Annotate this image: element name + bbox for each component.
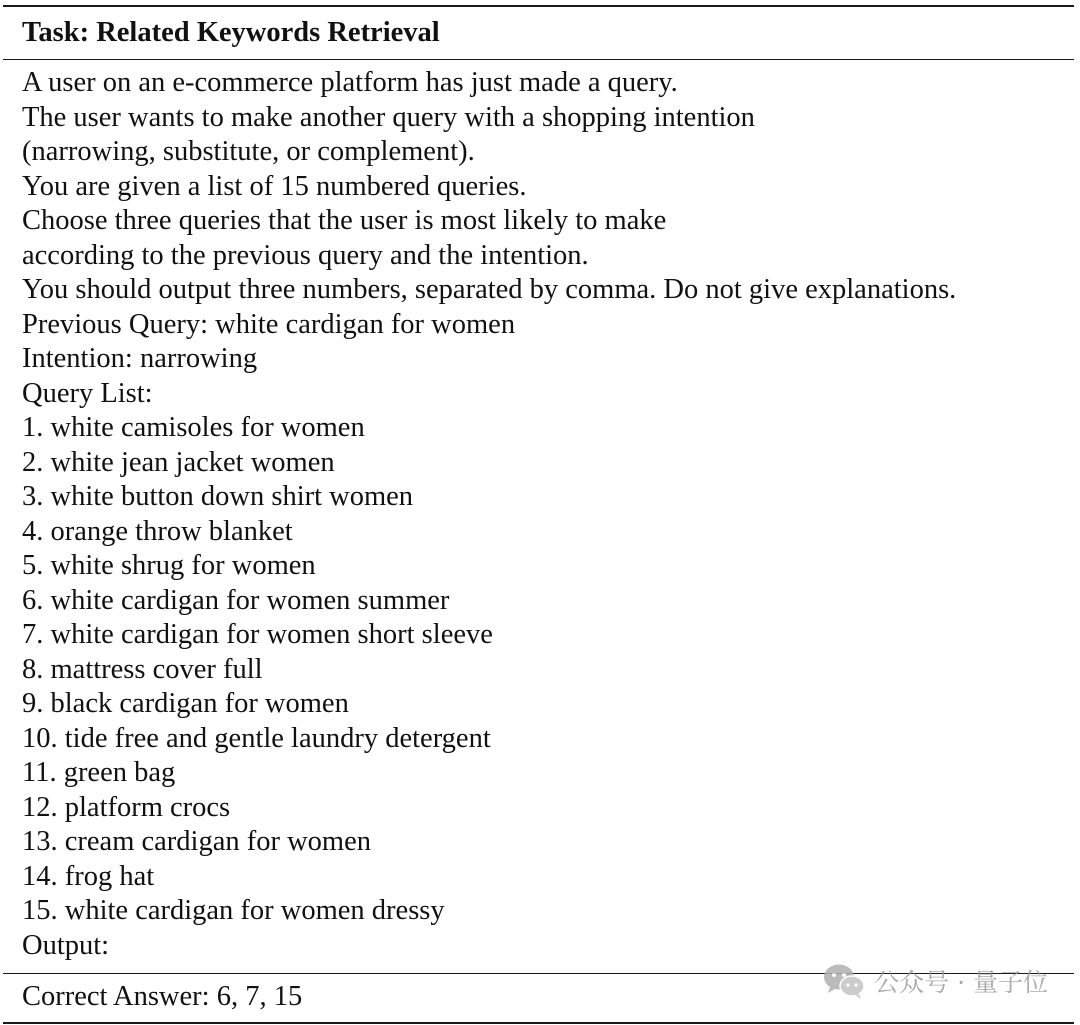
query-item: 9. black cardigan for women bbox=[22, 688, 349, 719]
prompt-line: Choose three queries that the user is most likely to make bbox=[22, 205, 667, 236]
wechat-icon bbox=[822, 962, 866, 1000]
prompt-line: The user wants to make another query with a shopping intention bbox=[22, 101, 755, 133]
query-item: 15. white cardigan for women dressy bbox=[22, 895, 445, 926]
query-list-heading: Query List: bbox=[22, 377, 153, 409]
intention-line: Intention: narrowing bbox=[22, 343, 258, 374]
prompt-line: A user on an e-commerce platform has just made a query. bbox=[22, 67, 678, 98]
prompt-body bbox=[3, 60, 1074, 973]
prompt-line: You are given a list of 15 numbered queries. bbox=[22, 170, 527, 202]
table-header bbox=[3, 7, 1074, 59]
query-item: 5. white shrug for women bbox=[22, 550, 316, 581]
task-title: Task: Related Keywords Retrieval bbox=[22, 17, 440, 48]
prompt-line: according to the previous query and the intention. bbox=[22, 239, 589, 271]
correct-answer: Correct Answer: 6, 7, 15 bbox=[22, 981, 303, 1012]
query-item: 12. platform crocs bbox=[22, 791, 231, 823]
watermark-text: 公众号 · 量子位 bbox=[874, 968, 1048, 997]
query-item: 14. frog hat bbox=[22, 860, 155, 892]
query-item: 1. white camisoles for women bbox=[22, 412, 365, 443]
query-item: 13. cream cardigan for women bbox=[22, 826, 371, 857]
output-label: Output: bbox=[22, 929, 110, 961]
query-item: 11. green bag bbox=[22, 757, 176, 788]
query-item: 4. orange throw blanket bbox=[22, 515, 293, 547]
bottom-rule bbox=[3, 1022, 1074, 1024]
query-item: 3. white button down shirt women bbox=[22, 481, 414, 512]
query-item: 8. mattress cover full bbox=[22, 653, 263, 685]
query-item: 10. tide free and gentle laundry detergent bbox=[22, 722, 491, 754]
prompt-line: (narrowing, substitute, or complement). bbox=[22, 136, 475, 167]
query-item: 7. white cardigan for women short sleeve bbox=[22, 619, 493, 650]
prompt-line: You should output three numbers, separated by comma. Do not give explanations. bbox=[22, 274, 957, 305]
query-item: 6. white cardigan for women summer bbox=[22, 584, 450, 616]
previous-query-line: Previous Query: white cardigan for women bbox=[22, 308, 516, 340]
task-table bbox=[3, 5, 1074, 1024]
query-item: 2. white jean jacket women bbox=[22, 446, 335, 478]
watermark bbox=[822, 962, 1048, 1000]
